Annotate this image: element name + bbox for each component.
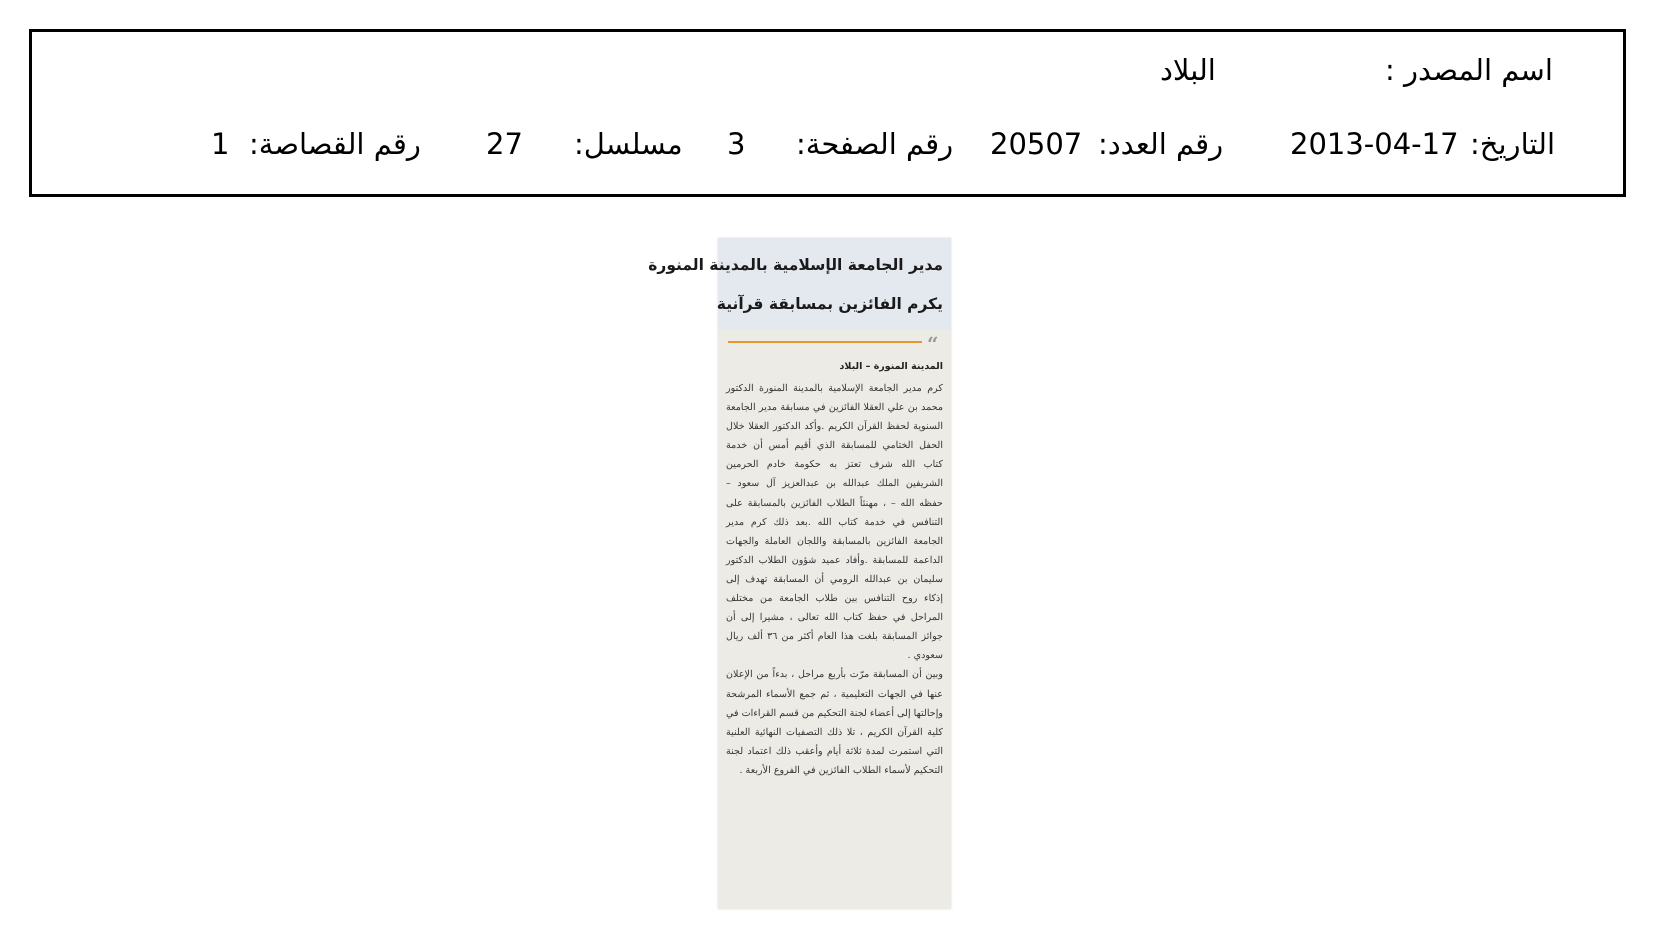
clipping-label: رقم القصاصة:	[249, 127, 421, 161]
source-label: اسم المصدر :	[1385, 53, 1553, 87]
source-value: البلاد	[1160, 53, 1216, 87]
article-byline: المدينة المنورة – البلاد	[839, 361, 943, 372]
article-paragraph-1: كرم مدير الجامعة الإسلامية بالمدينة المنورة الدكتور محمد بن علي العقلا الفائزين في مسابقة مدير الجامعة السنوية لحفظ القرآن الكريم .وأكد الدكتور العقلا خلال الحفل الختامي للمسابقة الذي أقيم أمس أن خدمة كتاب الله شرف تعتز به حكومة خادم الحرمين الشريفين الملك عبدالله بن عبدالعزيز آل سعود – حفظه الله – ، مهنئاً الطلاب الفائزين بالمسابقة على التنافس في خدمة كتاب الله .بعد ذلك كرم مدير الجامعة الفائزين بالمسابقة واللجان العاملة والجهات الداعمة للمسابقة .وأفاد عميد شؤون الطلاب الدكتور سليمان بن عبدالله الرومي أن المسابقة تهدف إلى إذكاء روح التنافس بين طلاب الجامعة من مختلف المراحل في حفظ كتاب الله تعالى ، مشيرا إلى أن جوائز المسابقة بلغت هذا العام أكثر من ٣٦ ألف ريال سعودي .	[726, 383, 943, 662]
date-label: التاريخ:	[1470, 127, 1556, 161]
headline-line-2: يكرم الفائزين بمسابقة قرآنية	[716, 295, 943, 313]
issue-value: 20507	[990, 127, 1083, 161]
date-value: 2013-04-17	[1290, 127, 1459, 161]
serial-label: مسلسل:	[574, 127, 683, 161]
headline-line-1: مدير الجامعة الإسلامية بالمدينة المنورة	[648, 256, 943, 274]
newspaper-clipping	[648, 238, 951, 909]
orange-divider	[728, 341, 922, 343]
page-label: رقم الصفحة:	[796, 127, 954, 161]
clipping-value: 1	[211, 127, 230, 161]
article-paragraph-2: وبين أن المسابقة مرّت بأربع مراحل ، بدءاً من الإعلان عنها في الجهات التعليمية ، ثم جمع الأسماء المرشحة وإحالتها إلى أعضاء لجنة التحكيم من قسم القراءات في كلية القرآن الكريم ، تلا ذلك التصفيات النهائية العلنية التي استمرت لمدة ثلاثة أيام وأعقب ذلك اعتماد لجنة التحكيم لأسماء الطلاب الفائزين في الفروع الأربعة .	[725, 669, 943, 776]
quote-mark-icon: “	[927, 332, 939, 356]
article-body	[726, 379, 943, 780]
issue-label: رقم العدد:	[1098, 127, 1224, 161]
page-value: 3	[727, 127, 746, 161]
clipping-headline-band	[718, 238, 951, 330]
serial-value: 27	[486, 127, 523, 161]
